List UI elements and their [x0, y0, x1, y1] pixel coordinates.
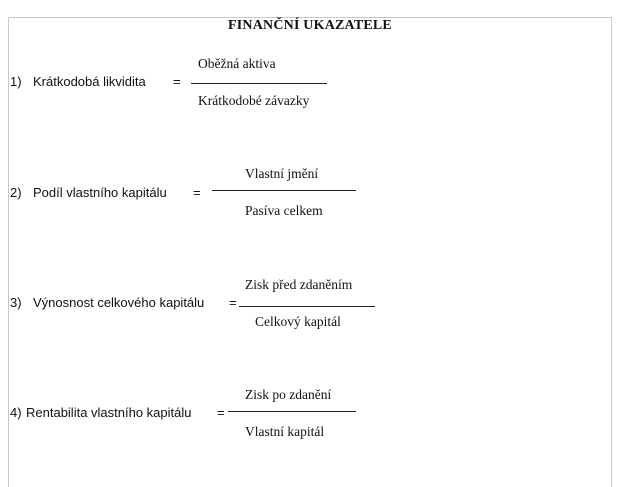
item-2-denominator: Pasíva celkem [245, 203, 323, 218]
item-2-fraction-bar [212, 190, 356, 191]
item-1-equals: = [173, 74, 181, 89]
item-4-equals: = [217, 405, 225, 420]
item-3-numerator: Zisk před zdaněním [245, 277, 353, 292]
item-1-numerator: Oběžná aktiva [198, 56, 276, 71]
document-title: FINANČNÍ UKAZATELE [228, 18, 392, 33]
item-1-label: Krátkodobá likvidita [33, 74, 146, 89]
item-2-label: Podíl vlastního kapitálu [33, 185, 167, 200]
item-3-label: Výnosnost celkového kapitálu [33, 295, 205, 310]
item-4-label: Rentabilita vlastního kapitálu [26, 405, 192, 420]
item-4-number: 4) [10, 405, 22, 420]
item-1-denominator: Krátkodobé závazky [198, 93, 310, 108]
item-4-fraction-bar [228, 411, 356, 412]
item-3-fraction-bar [239, 306, 375, 307]
item-4-numerator: Zisk po zdanění [245, 387, 332, 402]
item-3-denominator: Celkový kapitál [255, 314, 341, 329]
item-2-equals: = [193, 185, 201, 200]
item-1-fraction-bar [191, 83, 327, 84]
item-1-number: 1) [10, 74, 22, 89]
item-4-denominator: Vlastní kapitál [245, 424, 325, 439]
item-2-numerator: Vlastní jmění [245, 166, 319, 181]
item-3-equals: = [229, 295, 237, 310]
item-2-number: 2) [10, 185, 22, 200]
item-3-number: 3) [10, 295, 22, 310]
